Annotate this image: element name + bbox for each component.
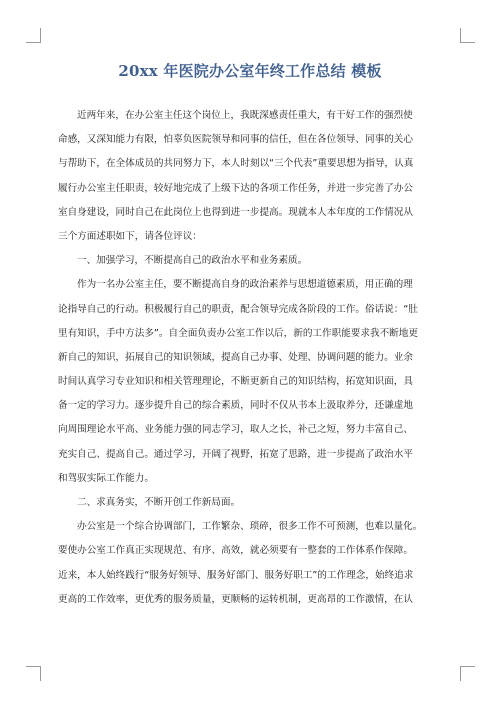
body-text-line: 作为一名办公室主任，要不断提高自身的政治素养与思想道德素质，用正确的理 xyxy=(77,279,413,291)
body-text-line: 与帮助下，在全体成员的共同努力下，本人时刻以“三个代表”重要思想为指导，认真 xyxy=(58,158,414,170)
body-text-line: 新自己的知识，拓展自己的知识领域，提高自己办事、处理、协调问题的能力。业余 xyxy=(58,351,413,363)
body-text-line: 要使办公室工作真正实现规范、有序、高效，就必须要有一整套的工作体系作保障。 xyxy=(58,545,413,557)
body-text-line: 备一定的学习力。逐步提升自己的综合素质，同时不仅从书本上汲取养分，还谦虚地 xyxy=(58,400,413,412)
body-text-line: 向周围理论水平高、业务能力强的同志学习，取人之长，补己之短，努力丰富自己、 xyxy=(58,424,413,436)
document-body xyxy=(58,104,439,612)
body-text-line: 命感，又深知能力有限，怕辜负医院领导和同事的信任，但在各位领导、同事的关心 xyxy=(58,134,413,146)
crop-mark-top-right xyxy=(460,28,475,43)
crop-mark-bottom-right xyxy=(460,666,475,681)
body-text-line: 和驾驭实际工作能力。 xyxy=(58,472,154,484)
body-text-line: 二、求真务实，不断开创工作新局面。 xyxy=(77,497,241,508)
body-text-line: 履行办公室主任职责，较好地完成了上级下达的各项工作任务，并进一步完善了办公 xyxy=(58,182,413,194)
body-text-line: 近来，本人始终践行“服务好领导、服务好部门、服务好职工”的工作理念，始终追求 xyxy=(58,569,414,581)
body-text-line: 充实自己、提高自己。通过学习，开阔了视野，拓宽了思路，进一步提高了政治水平 xyxy=(58,448,413,460)
crop-mark-top-left xyxy=(26,28,41,43)
body-text-line: 更高的工作效率，更优秀的服务质量，更顺畅的运转机制，更高昂的工作激情，在认 xyxy=(58,593,413,605)
body-text-line: 近两年来，在办公室主任这个岗位上，我既深感责任重大，有干好工作的强烈使 xyxy=(77,110,413,121)
body-text-line: 三个方面述职如下，请各位评议： xyxy=(58,230,202,242)
document-title: 20xx 年医院办公室年终工作总结 模板 xyxy=(118,62,382,80)
body-text-line: 时间认真学习专业知识和相关管理理论，不断更新自己的知识结构，拓宽知识面，具 xyxy=(58,376,413,388)
body-text-line: 里有知识，手中方法多”。自全面负责办公室工作以后，新的工作职能要求我不断地更 xyxy=(58,327,418,339)
body-text-line: 室自身建设，同时自己在此岗位上也得到进一步提高。现就本人本年度的工作情况从 xyxy=(58,206,413,218)
body-text-line: 一、加强学习，不断提高自己的政治水平和业务素质。 xyxy=(77,255,308,267)
body-text-line: 论指导自己的行动。积极履行自己的职责，配合领导完成各阶段的工作。俗话说：“肚 xyxy=(58,303,418,315)
body-text-line: 办公室是一个综合协调部门，工作繁杂、琐碎，很多工作不可预测，也难以量化。 xyxy=(77,521,423,533)
crop-mark-bottom-left xyxy=(26,666,41,681)
